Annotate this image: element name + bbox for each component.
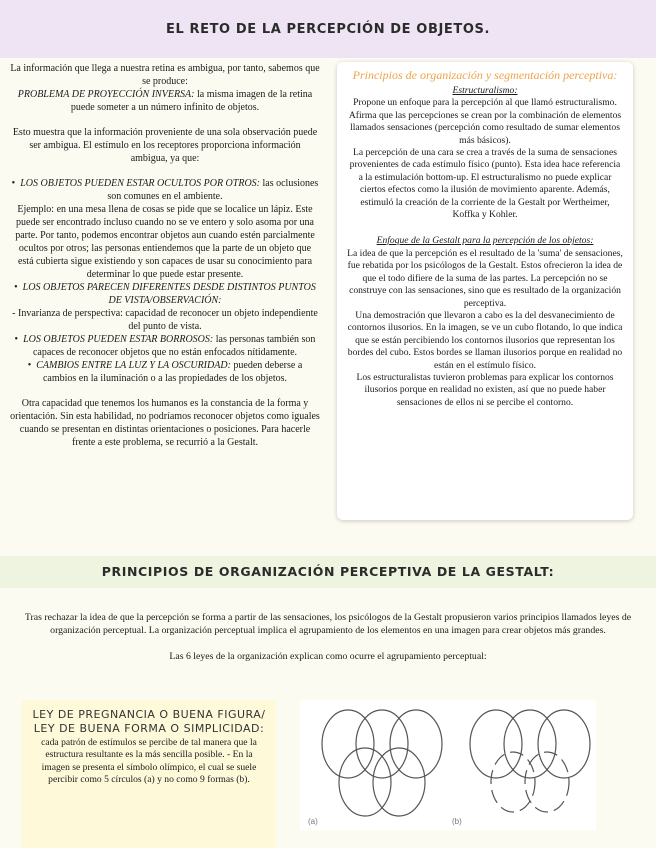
pregnancy-law-box <box>22 700 276 848</box>
label-a: (a) <box>308 817 318 826</box>
constancy-text: Otra capacidad que tenemos los humanos es la constancia de la forma y orientación. Sin esta habilidad, no podríamos reconocer objetos como iguales cuando se presentan en distintas orientaciones o posiciones. Para hacerle frente a este problema, se recurrió a la Gestalt. <box>10 398 320 448</box>
ring <box>504 710 556 778</box>
blur-text: las personas también son capaces de reconocer objetos que no están enfocados nítidamente. <box>32 334 316 358</box>
light-text: pueden deberse a cambios en la iluminación o a las propiedades de los objetos. <box>42 360 303 384</box>
light-heading: • CAMBIOS ENTRE LA LUZ Y LA OSCURIDAD: <box>28 360 231 371</box>
structuralists-paragraph: Los estructuralistas tuvieron problemas para explicar los contornos ilusorios porque en realidad no existen, así que no puede haber sensaciones de ellos ni se percibe el contorno. <box>356 371 614 408</box>
illusory-contours-paragraph: Una demostración que llevaron a cabo es la del desvanecimiento de contornos ilusorios. En la imagen, se ve un cubo flotando, lo que indica que se están percibiendo los contornos ilusorios que representan los bordes del cubo. Estos bordes se llaman ilusorios porque en realidad no están en el estímulo físico. <box>347 309 623 371</box>
structuralism-paragraph-2: La percepción de una cara se crea a través de la suma de sensaciones provenientes de cada estímulo físico (punto). Esta idea hace referencia a la estimulación bottom-up. El estructuralismo no puede explicar ciertos efectos como la ilusión de movimiento aparente. Además, estimuló la creación de la corriente de la Gestalt por Wertheimer, Koffka y Kohler. <box>349 147 621 221</box>
list-item <box>10 281 320 307</box>
rings-illustration <box>300 700 596 830</box>
list-item <box>10 333 320 359</box>
principles-card <box>337 62 633 520</box>
law-text: cada patrón de estímulos se percibe de tal manera que la estructura resultante es la más sencilla posible. - En la imagen se presenta el símbolo olímpico, el cual se suele percibir como 5 círculos (a) y no como 9 formas (b). <box>41 737 257 786</box>
ring <box>470 710 522 778</box>
ring <box>525 752 569 812</box>
ring <box>322 710 374 778</box>
card-title: Principios de organización y segmentación perceptiva: <box>352 68 618 82</box>
list-item <box>10 359 320 385</box>
list-item <box>10 307 320 333</box>
viewpoint-text: - Invarianza de perspectiva: capacidad de reconocer un objeto independiente del punto de vista. <box>12 308 318 332</box>
ring <box>538 710 590 778</box>
olympic-rings-figure <box>300 700 596 830</box>
page-header-banner <box>0 0 656 58</box>
ring <box>373 748 425 816</box>
occlusion-example: Ejemplo: en una mesa llena de cosas se pide que se localice un lápiz. Este puede ser encontrado incluso cuando no se ve entero y solo asoma por una parte. Por tanto, podemos encontrar objetos aun cuando estén parcialmente ocultos por otros; las personas entiendemos que la parte de un objeto que está cubierta sigue existiendo y son capaces de usar su conocimiento para determinar lo que puede estar presente. <box>15 204 315 280</box>
ambiguity-list <box>10 177 320 385</box>
ambiguity-paragraph <box>10 126 320 165</box>
label-b: (b) <box>452 817 462 826</box>
gestalt-approach-heading: Enfoque de la Gestalt para la percepción de los objetos: <box>376 235 594 247</box>
section-title: PRINCIPIOS DE ORGANIZACIÓN PERCEPTIVA DE LA GESTALT: <box>101 564 555 579</box>
viewpoint-heading: • LOS OBJETOS PARECEN DIFERENTES DESDE DISTINTOS PUNTOS DE VISTA/OBSERVACIÓN: <box>14 282 316 306</box>
left-column <box>10 62 320 461</box>
ring <box>339 748 391 816</box>
ring <box>491 752 535 812</box>
gestalt-paragraph: La idea de que la percepción es el resultado de la 'suma' de sensaciones, fue rebatida por los psicólogos de la Gestalt. Estos ofrecieron la idea de que el todo difiere de la suma de las partes. La percepción no se construye con las sensaciones, sino que es resultado de la organización perceptiva. <box>347 247 623 309</box>
rings-a <box>322 710 442 816</box>
occlusion-heading: • LOS OBJETOS PUEDEN ESTAR OCULTOS POR OTROS: <box>12 178 260 189</box>
law-title: LEY DE PREGNANCIA O BUENA FIGURA/ LEY DE BUENA FORMA O SIMPLICIDAD: <box>32 708 266 735</box>
list-item <box>10 177 320 203</box>
page-title: EL RETO DE LA PERCEPCIÓN DE OBJETOS. <box>166 22 490 37</box>
gestalt-intro <box>14 612 642 678</box>
occlusion-text: las oclusiones son comunes en el ambiente. <box>107 178 319 202</box>
gestalt-intro-paragraph: Tras rechazar la idea de que la percepción se forma a partir de las sensaciones, los psicólogos de la Gestalt propusieron varios principios llamados leyes de organización perceptual. La organización perceptual implica el agrupamiento de los elementos en una imagen para crear objetos más grandes. <box>24 612 632 636</box>
inverse-projection-text: la misma imagen de la retina puede someter a un número infinito de objetos. <box>70 89 313 113</box>
ring <box>356 710 408 778</box>
structuralism-heading: Estructuralismo: <box>452 85 518 96</box>
structuralism-paragraph: Propone un enfoque para la percepción al que llamó estructuralismo. Afirma que las percepciones se crean por la combinación de elementos llamados sensaciones (percepción como resultado de sumar elementos más básicos). <box>348 97 622 146</box>
list-item <box>10 203 320 281</box>
constancy-paragraph <box>10 397 320 449</box>
rings-b <box>470 710 590 812</box>
ring <box>390 710 442 778</box>
inverse-projection-heading: PROBLEMA DE PROYECCIÓN INVERSA: <box>17 89 195 100</box>
blur-heading: • LOS OBJETOS PUEDEN ESTAR BORROSOS: <box>15 334 214 345</box>
laws-intro-paragraph: Las 6 leyes de la organización explican como ocurre el agrupamiento perceptual: <box>169 651 487 663</box>
intro-text: La información que llega a nuestra retina es ambigua, por tanto, sabemos que se produce: <box>10 63 320 87</box>
ambiguity-text: Esto muestra que la información proveniente de una sola observación puede ser ambigua. El estímulo en los receptores proporciona información ambigua, ya que: <box>12 127 318 164</box>
intro-paragraph <box>10 62 320 114</box>
section-banner <box>0 556 656 588</box>
